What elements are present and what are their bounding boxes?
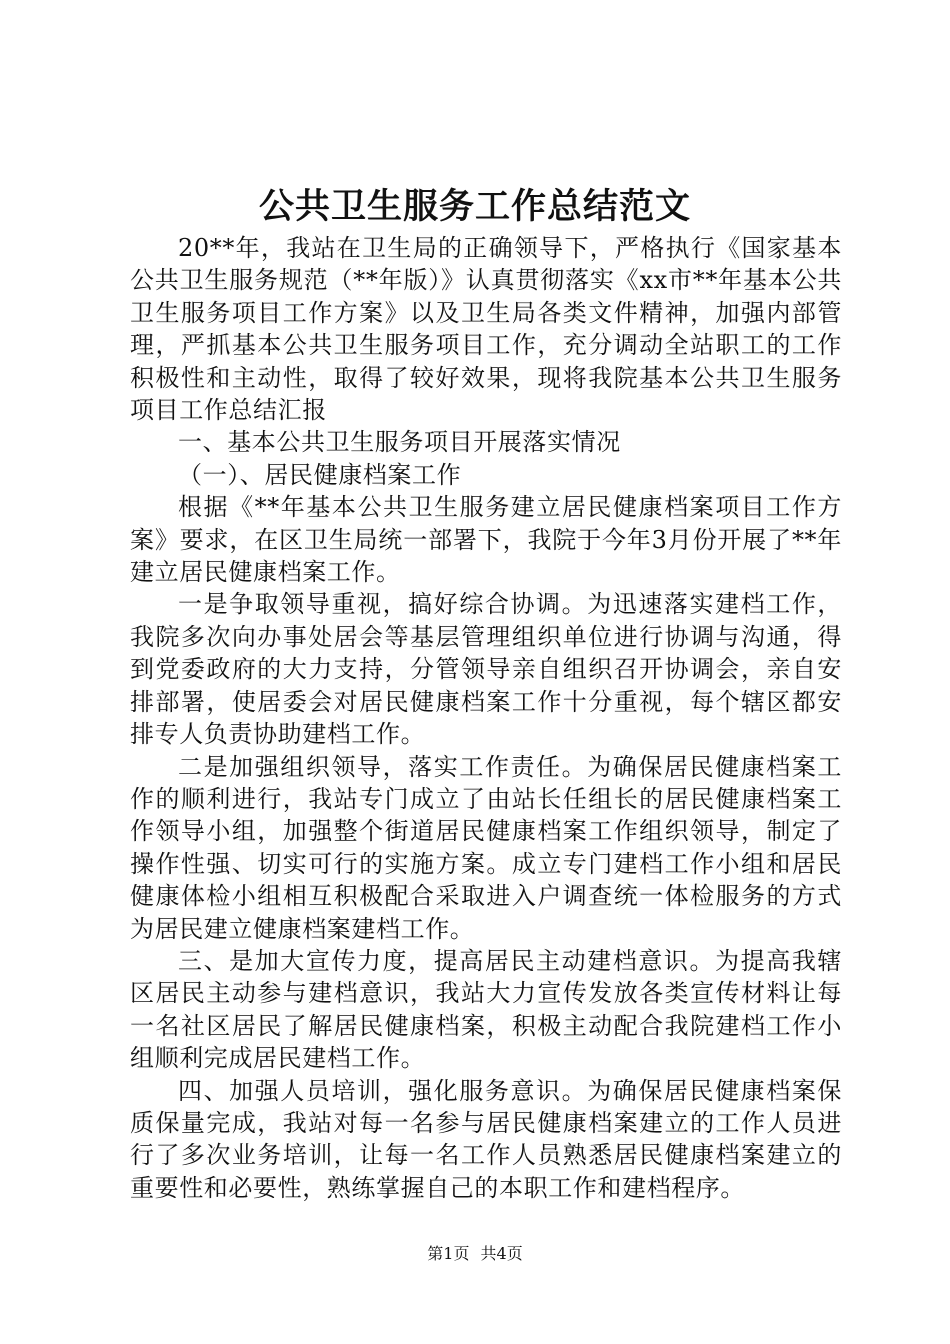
document-body xyxy=(130,232,842,1204)
page-footer xyxy=(0,1243,950,1265)
heading-subsection-1: （一）、居民健康档案工作 xyxy=(178,460,462,489)
paragraph-point-2: 二是加强组织领导，落实工作责任。为确保居民健康档案工作的顺利进行，我站专门成立了由站长任组长的居民健康档案工作领导小组，加强整个街道居民健康档案工作组织领导，制定了操作性强、切实可行的实施方案。成立专门建档工作小组和居民健康体检小组相互积极配合采取进入户调查统一体检服务的方式为居民建立健康档案建档工作。 xyxy=(130,752,842,943)
paragraph-intro: 20**年，我站在卫生局的正确领导下，严格执行《国家基本公共卫生服务规范（**年版）》认真贯彻落实《xx市**年基本公共卫生服务项目工作方案》以及卫生局各类文件精神，加强内部管理，严抓基本公共卫生服务项目工作，充分调动全站职工的工作积极性和主动性，取得了较好效果，现将我院基本公共卫生服务项目工作总结汇报 xyxy=(130,234,842,425)
paragraph-point-1: 一是争取领导重视，搞好综合协调。为迅速落实建档工作，我院多次向办事处居会等基层管理组织单位进行协调与沟通，得到党委政府的大力支持，分管领导亲自组织召开协调会，亲自安排部署，使居委会对居民健康档案工作十分重视，每个辖区都安排专人负责协助建档工作。 xyxy=(130,590,842,749)
paragraph-point-4: 四、加强人员培训，强化服务意识。为确保居民健康档案保质保量完成，我站对每一名参与居民健康档案建立的工作人员进行了多次业务培训，让每一名工作人员熟悉居民健康档案建立的重要性和必要性，熟练掌握自己的本职工作和建档程序。 xyxy=(130,1076,842,1202)
page-total: 共4页 xyxy=(480,1244,523,1263)
document-title: 公共卫生服务工作总结范文 xyxy=(258,186,691,227)
paragraph-point-3: 三、是加大宣传力度，提高居民主动建档意识。为提高我辖区居民主动参与建档意识，我站大力宣传发放各类宣传材料让每一名社区居民了解居民健康档案，积极主动配合我院建档工作小组顺利完成居民建档工作。 xyxy=(130,946,842,1073)
page-number: 第1页 xyxy=(427,1244,470,1263)
paragraph-basis: 根据《**年基本公共卫生服务建立居民健康档案项目工作方案》要求，在区卫生局统一部署下，我院于今年3月份开展了**年建立居民健康档案工作。 xyxy=(130,493,842,587)
heading-section-1: 一、基本公共卫生服务项目开展落实情况 xyxy=(178,428,621,457)
